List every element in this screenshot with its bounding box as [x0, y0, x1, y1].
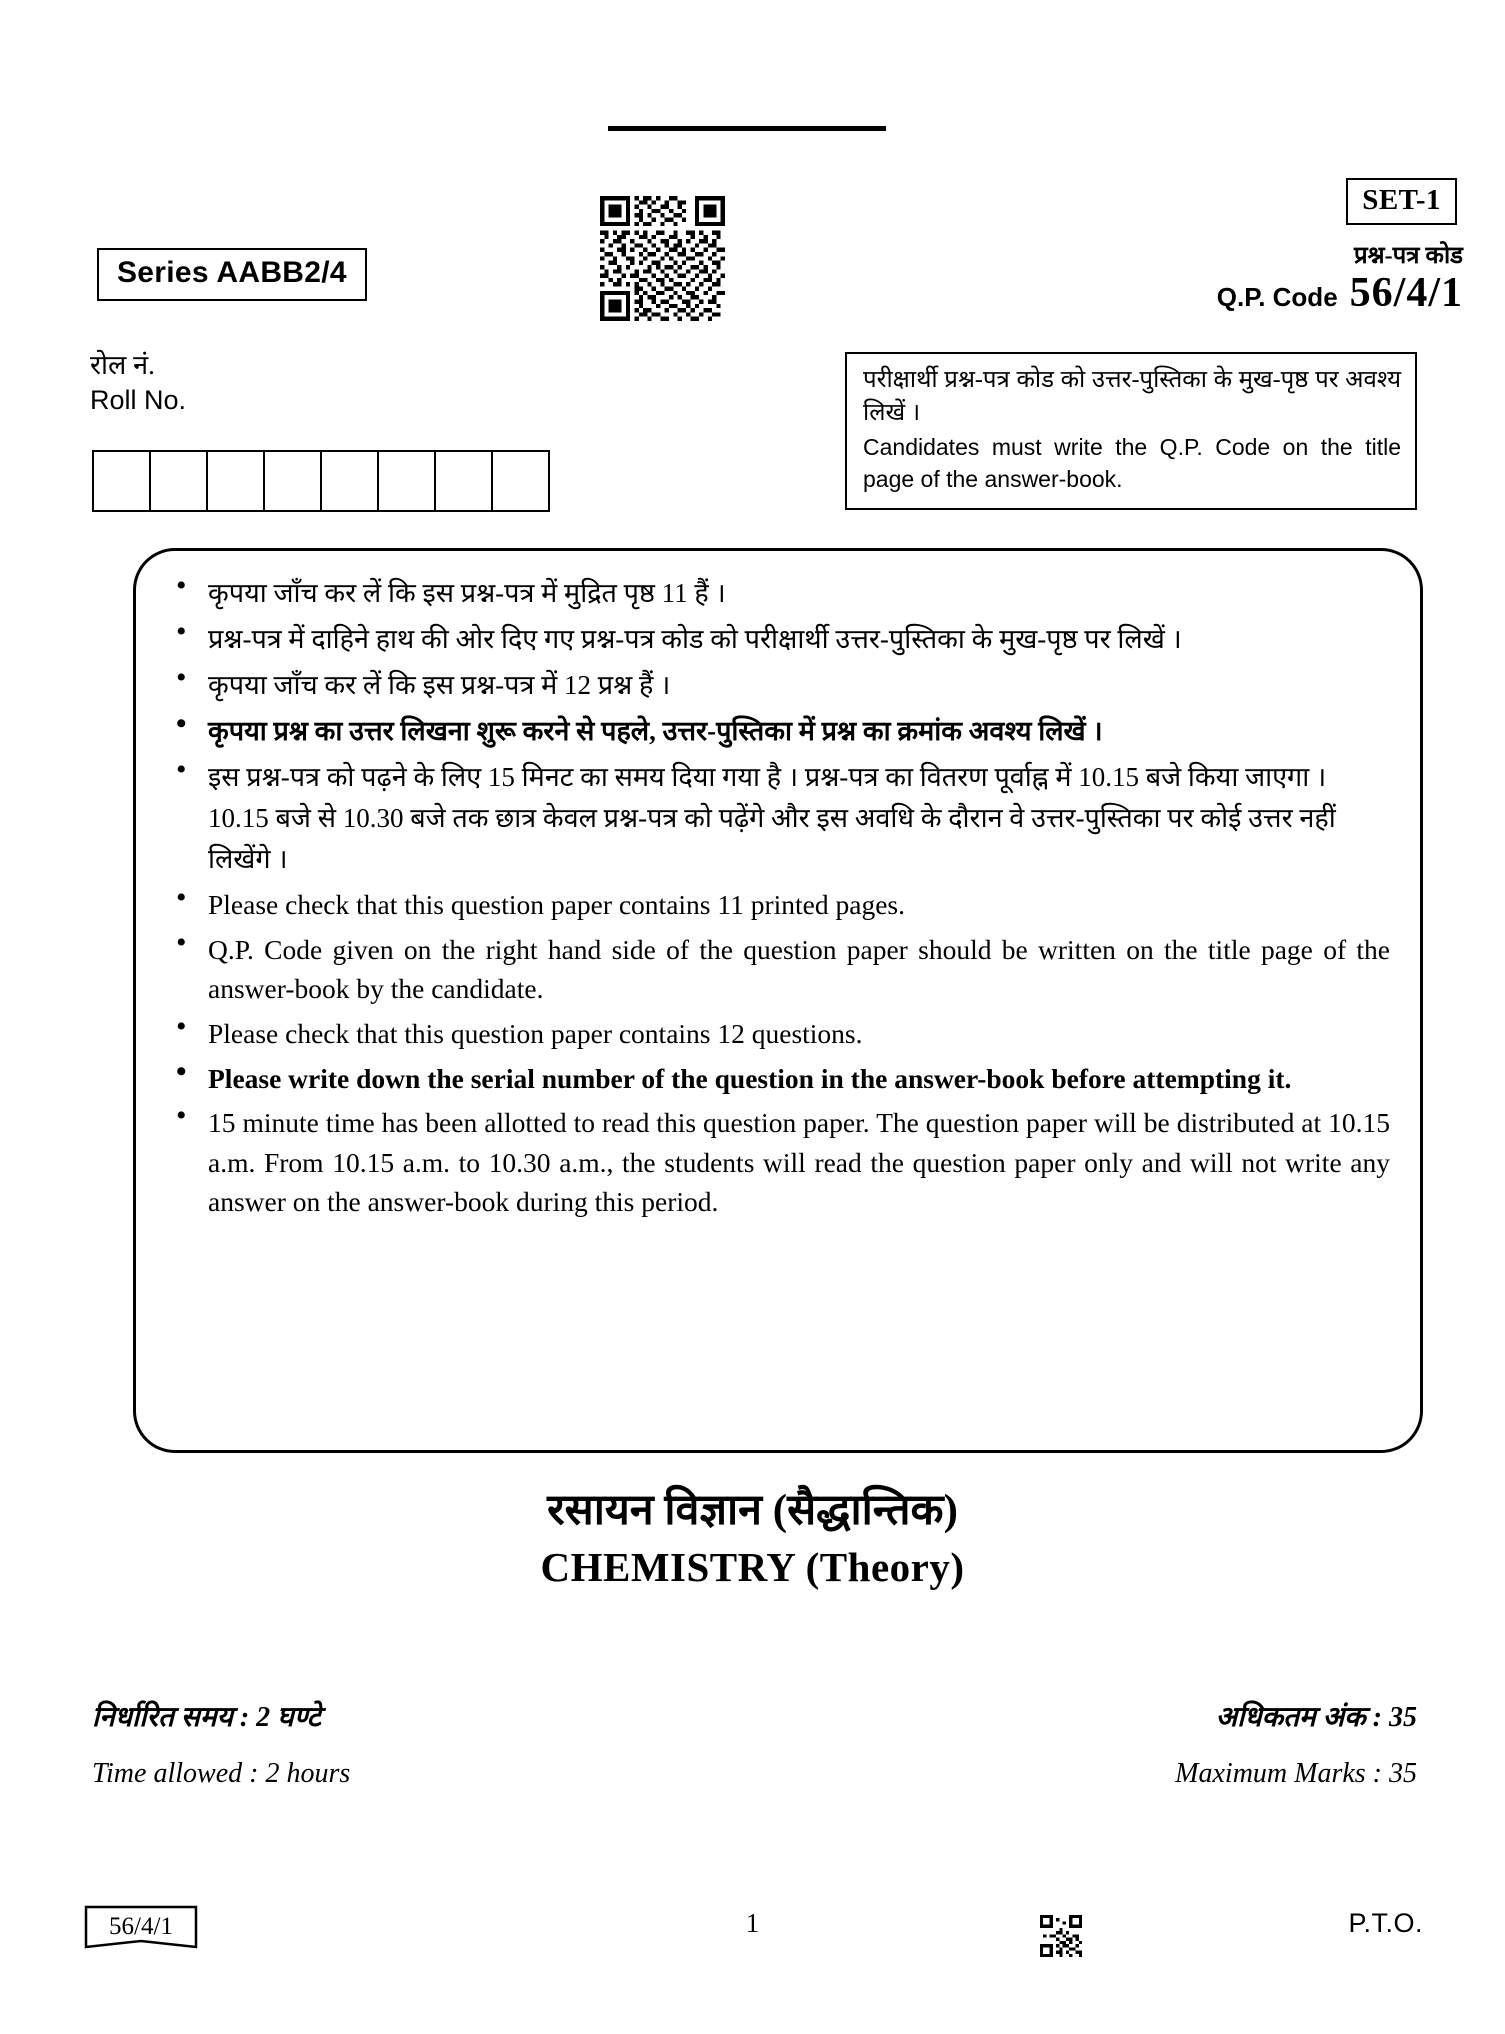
- roll-number-label: [90, 348, 186, 418]
- list-item: • इस प्रश्न-पत्र को पढ़ने के लिए 15 मिनट का समय दिया गया है । प्रश्न-पत्र का वितरण पूर्वाह्न में 10.15 बजे किया जाएगा । 10.15 बजे से 10.30 बजे तक छात्र केवल प्रश्न-पत्र को पढ़ेंगे और इस अवधि के दौरान वे उत्तर-पुस्तिका पर कोई उत्तर नहीं लिखेंगे ।: [170, 757, 1390, 880]
- list-item: • Please check that this question paper contains 11 printed pages.: [170, 885, 1390, 925]
- roll-digit-cell[interactable]: [265, 452, 322, 510]
- roll-number-label-english: Roll No.: [90, 385, 187, 416]
- instructions-list: [170, 573, 1390, 1222]
- list-item: • प्रश्न-पत्र में दाहिने हाथ की ओर दिए गए प्रश्न-पत्र कोड को परीक्षार्थी उत्तर-पुस्तिका के मुख-पृष्ठ पर लिखें ।: [170, 619, 1390, 660]
- qp-code-label-hindi: प्रश्न-पत्र कोड: [1354, 243, 1463, 269]
- list-item: • कृपया जाँच कर लें कि इस प्रश्न-पत्र में 12 प्रश्न हैं ।: [170, 665, 1390, 706]
- instructions-box: [133, 548, 1423, 1453]
- roll-digit-cell[interactable]: [436, 452, 493, 510]
- page-title-english: CHEMISTRY (Theory): [540, 1544, 965, 1590]
- list-item: • कृपया जाँच कर लें कि इस प्रश्न-पत्र में मुद्रित पृष्ठ 11 हैं ।: [170, 573, 1390, 614]
- maximum-marks-english: Maximum Marks : 35: [1175, 1758, 1417, 1789]
- qp-code-block: [1217, 243, 1463, 317]
- list-item: • 15 minute time has been allotted to read this question paper. The question paper will be distributed at 10.15 a.m. From 10.15 a.m. to 10.30 a.m., the students will read the question paper only and will not write any answer on the answer-book during this period.: [170, 1103, 1390, 1222]
- maximum-marks-hindi: अधिकतम अंक : 35: [1215, 1702, 1417, 1733]
- page-title-hindi: रसायन विज्ञान (सैद्धान्तिक): [547, 1487, 958, 1534]
- qp-code-value: 56/4/1: [1349, 269, 1463, 316]
- list-item: • Please check that this question paper contains 12 questions.: [170, 1014, 1390, 1054]
- set-number-box: SET-1: [1346, 178, 1457, 225]
- top-rule-divider: [608, 126, 886, 131]
- list-item: • कृपया प्रश्न का उत्तर लिखना शुरू करने से पहले, उत्तर-पुस्तिका में प्रश्न का क्रमांक अवश्य लिखें ।: [170, 711, 1390, 752]
- roll-number-label-hindi: रोल नं.: [90, 350, 155, 380]
- roll-digit-cell[interactable]: [94, 452, 151, 510]
- roll-digit-cell[interactable]: [493, 452, 548, 510]
- roll-digit-cell[interactable]: [151, 452, 208, 510]
- qr-code-small-glyph: [1040, 1915, 1082, 1957]
- page-number: 1: [745, 1908, 760, 1938]
- roll-number-input[interactable]: [92, 450, 550, 512]
- qr-code-glyph: [600, 196, 725, 321]
- list-item: • Please write down the serial number of the question in the answer-book before attempting it.: [170, 1059, 1390, 1099]
- time-allowed-english: Time allowed : 2 hours: [92, 1758, 351, 1789]
- qp-code-label-english: Q.P. Code: [1216, 281, 1338, 312]
- roll-digit-cell[interactable]: [379, 452, 436, 510]
- footer-qp-code-text: 56/4/1: [109, 1913, 173, 1940]
- roll-digit-cell[interactable]: [208, 452, 265, 510]
- time-allowed-hindi: निर्धारित समय : 2 घण्टे: [92, 1702, 321, 1733]
- candidate-note-english: Candidates must write the Q.P. Code on the title page of the answer-book.: [863, 434, 1401, 492]
- candidate-note-hindi: परीक्षार्थी प्रश्न-पत्र कोड को उत्तर-पुस्तिका के मुख-पृष्ठ पर अवश्य लिखें ।: [863, 367, 1401, 427]
- candidate-note-box: [845, 352, 1417, 510]
- qr-code-icon: [600, 196, 725, 321]
- series-box: Series AABB2/4: [97, 248, 367, 301]
- roll-digit-cell[interactable]: [322, 452, 379, 510]
- pto-label: P.T.O.: [1348, 1908, 1423, 1938]
- qr-code-small-icon: [1040, 1915, 1082, 1957]
- list-item: • Q.P. Code given on the right hand side of the question paper should be written on the title page of the answer-book by the candidate.: [170, 930, 1390, 1009]
